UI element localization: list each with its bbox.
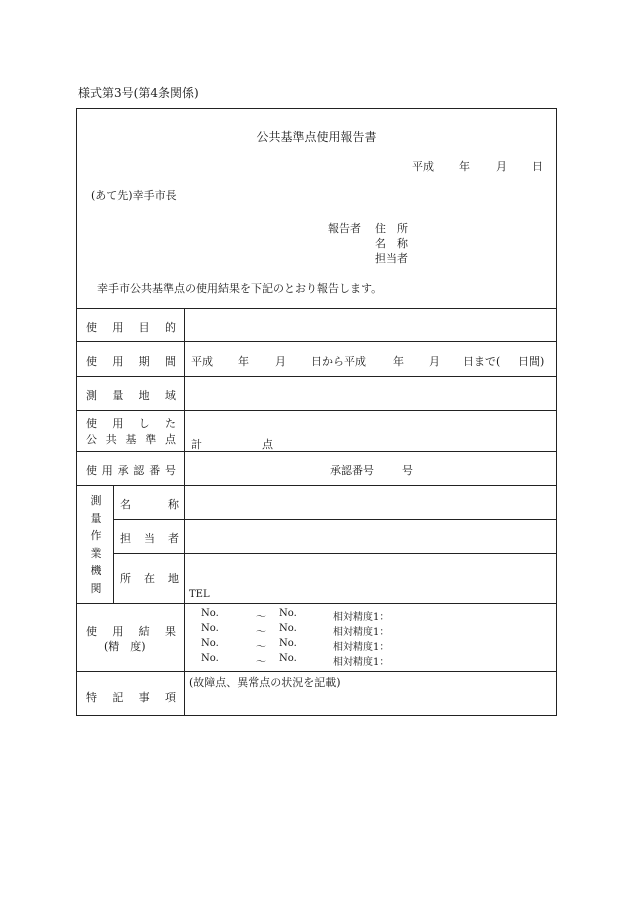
form-header — [77, 109, 556, 309]
reporter-label: 報告者 — [328, 222, 361, 235]
form-number-label: 様式第3号(第4条関係) — [78, 86, 199, 100]
area-field[interactable] — [185, 377, 555, 409]
date-era: 平成 — [412, 160, 434, 173]
result-label-2: (精 度) — [104, 640, 146, 653]
agency-name-label: 名 称 — [120, 498, 179, 511]
report-statement: 幸手市公共基準点の使用結果を下記のとおり報告します。 — [97, 282, 383, 295]
result-label-1: 使 用 結 果 — [86, 625, 176, 638]
date-year: 年 — [459, 160, 470, 173]
agency-tel-label: TEL — [189, 589, 210, 600]
purpose-label: 使 用 目 的 — [86, 321, 176, 334]
period-label: 使 用 期 間 — [86, 355, 176, 368]
reporter-name-label: 名 称 — [375, 237, 408, 250]
period-value[interactable]: 平成 年 月 日から平成 年 月 日まで( 日間) — [191, 355, 545, 368]
approval-number-label: 承認番号 — [330, 464, 374, 477]
points-label-1: 使 用 し た — [86, 417, 176, 430]
agency-location-label: 所 在 地 — [120, 572, 179, 585]
purpose-field[interactable] — [185, 309, 555, 340]
notes-hint: (故障点、異常点の状況を記載) — [189, 676, 341, 689]
agency-person-label: 担 当 者 — [120, 532, 179, 545]
points-total-label: 計 — [191, 438, 202, 451]
agency-label: 測 量 作 業 機 関 — [90, 494, 102, 595]
points-unit: 点 — [262, 438, 273, 451]
notes-field[interactable] — [185, 689, 555, 715]
date-day: 日 — [532, 160, 543, 173]
form-title: 公共基準点使用報告書 — [256, 130, 377, 144]
notes-label: 特 記 事 項 — [86, 691, 176, 704]
reporter-person-label: 担当者 — [375, 252, 408, 265]
agency-name-field[interactable] — [185, 486, 555, 518]
report-form: 公共基準点使用報告書 平成 年 月 日 (あて先)幸手市長 報告者 住 所 名 称 担当者 幸手市公共基準点の使用結果を下記のとおり報告します。 使 用 目 的 使 用 期 間 平成 年 月 日から平成 年 月 日まで( 日間) 測 量 地 域 使 用 し た 公 共 基 準 点 計 点 使 用 承 認 番 号 承認番号 号 測 量 作 業 機 関 名 称 担 当 者 所 在 地 TEL 使 用 結 果 (精 度) No. 〜 No. 相対精度1： No. 〜 No. 相対精度1： No. 〜 No. 相対精度1： No. 〜 No. 相対精度1： 特 記 事 項 (故障点、異常点の状況を記載) — [76, 108, 557, 716]
date-month: 月 — [496, 160, 507, 173]
reporter-address-label: 住 所 — [375, 222, 408, 235]
area-label: 測 量 地 域 — [86, 389, 176, 402]
points-label-2: 公 共 基 準 点 — [86, 433, 176, 446]
agency-person-field[interactable] — [185, 520, 555, 552]
addressee: (あて先)幸手市長 — [91, 189, 177, 202]
approval-unit: 号 — [402, 464, 413, 477]
approval-label: 使 用 承 認 番 号 — [86, 464, 176, 477]
